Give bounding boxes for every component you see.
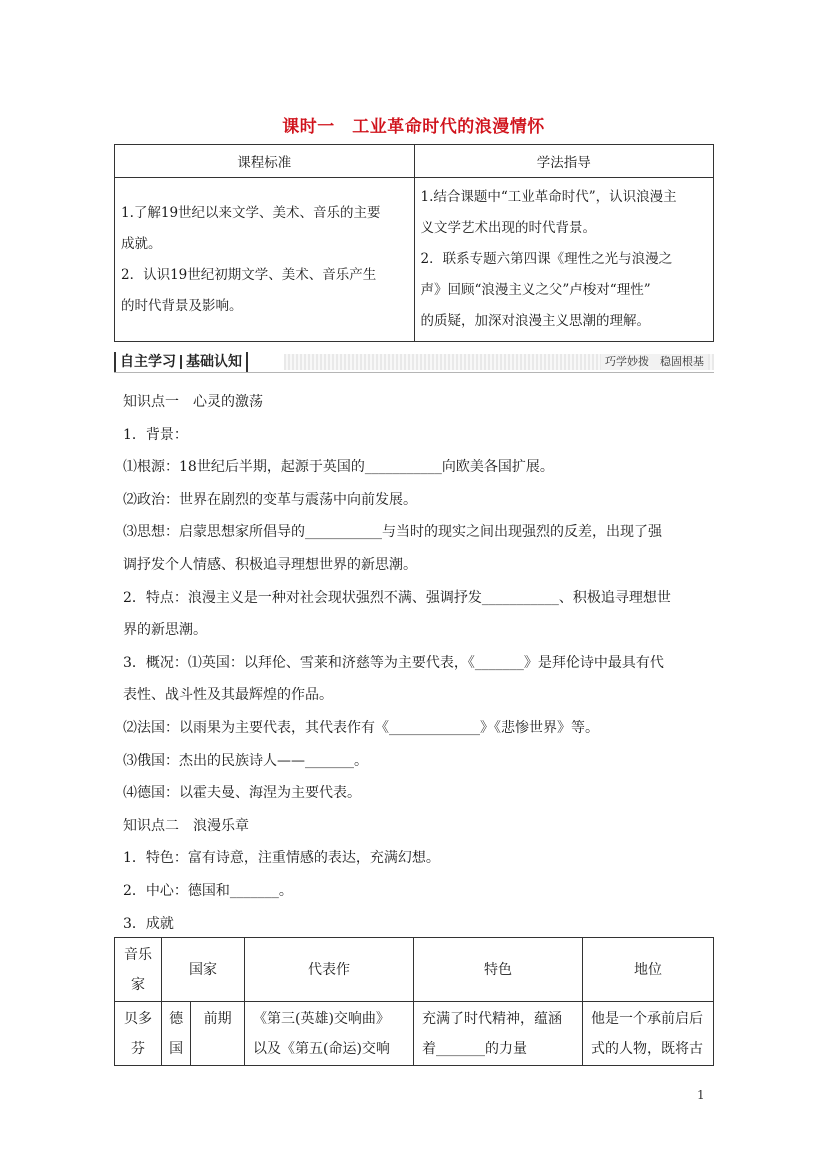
guidance-header: 学法指导 (414, 145, 714, 178)
lesson-title: 课时一 工业革命时代的浪漫情怀 (282, 117, 545, 137)
guidance-line: 1.结合课题中“工业革命时代”，认识浪漫主 (420, 189, 677, 205)
cell-text: 式的人物，既将古 (591, 1041, 703, 1057)
text-line: 1．背景： (123, 426, 188, 443)
header-features: 特色 (414, 938, 583, 1002)
text-line: 2．特点：浪漫主义是一种对社会现状强烈不满、强调抒发___________、积极追寻理想世 (123, 589, 671, 606)
guidance-cell (414, 178, 714, 342)
text-line: ⑶俄国：杰出的民族诗人——_______。 (123, 752, 368, 769)
cell-text: 《第三(英雄)交响曲》 (253, 1011, 390, 1027)
header-text: 家 (131, 976, 145, 993)
cell-text: 他是一个承前启后 (591, 1011, 703, 1027)
cell-text: 德 (169, 1011, 184, 1027)
cell-features (414, 1002, 583, 1066)
cell-text: 芬 (131, 1041, 145, 1057)
text-line: 调抒发个人情感、积极追寻理想世界的新思潮。 (123, 556, 417, 573)
text-line: ⑵政治：世界在剧烈的变革与震荡中向前发展。 (123, 491, 417, 508)
standards-line: 1.了解19世纪以来文学、美术、音乐的主要 (121, 204, 381, 221)
header-text: 音乐 (124, 946, 152, 963)
curriculum-standards-table (114, 144, 714, 342)
text-line: 3．概况：⑴英国：以拜伦、雪莱和济慈等为主要代表，《_______》是拜伦诗中最具有代 (123, 654, 664, 671)
banner-basic-knowledge: 基础认知 (186, 354, 242, 370)
cell-text: 着_______的力量 (422, 1041, 527, 1057)
text-line: 1．特色：富有诗意，注重情感的表达，充满幻想。 (123, 850, 440, 867)
guidance-line: 声》回顾“浪漫主义之父”卢梭对“理性” (420, 282, 651, 298)
banner-heading (114, 352, 248, 372)
text-line: 界的新思潮。 (123, 622, 207, 639)
text-line: 表性、战斗性及其最辉煌的作品。 (123, 687, 333, 704)
cell-text: 充满了时代精神，蕴涵 (422, 1011, 562, 1027)
guidance-line: 的质疑，加深对浪漫主义思潮的理解。 (420, 313, 650, 329)
banner-self-study: 自主学习 (120, 354, 176, 370)
banner-divider (180, 355, 182, 369)
header-works: 代表作 (245, 938, 414, 1002)
standards-header: 课程标准 (115, 145, 415, 178)
cell-text: 以及《第五(命运)交响 (253, 1041, 390, 1057)
text-line: ⑴根源：18世纪后半期，起源于英国的___________向欧美各国扩展。 (123, 459, 554, 476)
cell-country (162, 1002, 191, 1066)
standards-line: 的时代背景及影响。 (121, 297, 243, 314)
header-musician (115, 938, 162, 1002)
cell-period: 前期 (191, 1002, 245, 1066)
achievements-table (114, 937, 714, 1066)
guidance-line: 2．联系专题六第四课《理性之光与浪漫之 (420, 251, 673, 267)
knowledge-points (123, 386, 713, 940)
standards-line: 成就。 (121, 235, 162, 252)
header-status: 地位 (583, 938, 714, 1002)
page-number: 1 (697, 1088, 705, 1102)
banner-tagline: 巧学妙拨 稳固根基 (601, 354, 708, 370)
text-line: ⑷德国：以霍夫曼、海涅为主要代表。 (123, 785, 361, 802)
text-line: ⑶思想：启蒙思想家所倡导的___________与当时的现实之间出现强烈的反差，出现了强 (123, 524, 662, 541)
header-country: 国家 (162, 938, 245, 1002)
standards-line: 2．认识19世纪初期文学、美术、音乐产生 (121, 266, 377, 283)
guidance-line: 义文学艺术出现的时代背景。 (420, 220, 596, 236)
section-heading: 知识点二 浪漫乐章 (123, 817, 249, 834)
text-line: ⑵法国：以雨果为主要代表，其代表作有《_____________》《悲惨世界》等。 (123, 719, 599, 736)
standards-cell (115, 178, 415, 342)
section-heading: 知识点一 心灵的激荡 (123, 394, 263, 410)
cell-musician (115, 1002, 162, 1066)
text-line: 2．中心：德国和_______。 (123, 882, 293, 899)
cell-status (583, 1002, 714, 1066)
section-banner (114, 352, 714, 373)
text-line: 3．成就 (123, 915, 174, 932)
cell-text: 国 (169, 1041, 184, 1057)
cell-text: 贝多 (124, 1011, 152, 1027)
cell-works (245, 1002, 414, 1066)
